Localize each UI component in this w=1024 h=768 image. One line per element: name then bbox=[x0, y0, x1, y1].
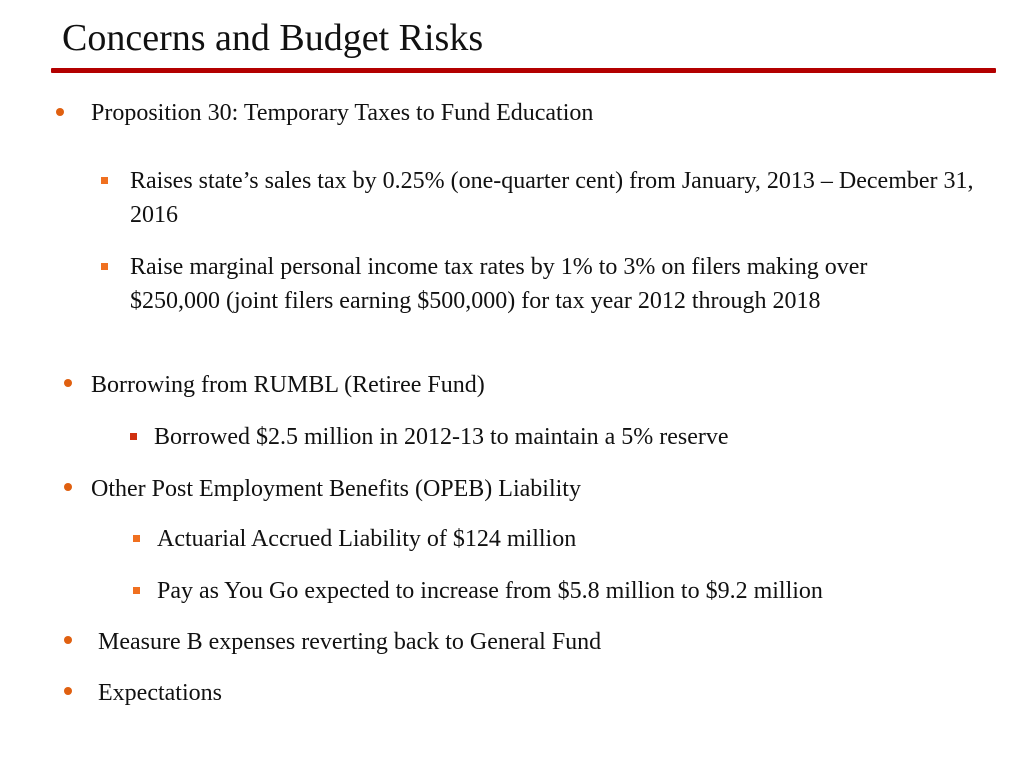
sub-bullet-item bbox=[154, 420, 1014, 454]
bullet-dot-icon bbox=[56, 108, 64, 116]
bullet-text: Raises state’s sales tax by 0.25% (one-quarter cent) from January, 2013 – December 31, 2016 bbox=[130, 168, 974, 228]
bullet-dot-icon bbox=[64, 379, 72, 387]
bullet-text: Actuarial Accrued Liability of $124 million bbox=[157, 526, 577, 552]
bullet-text: Other Post Employment Benefits (OPEB) Liability bbox=[91, 476, 581, 502]
bullet-text: Expectations bbox=[98, 680, 222, 706]
bullet-text: Raise marginal personal income tax rates by 1% to 3% on filers making over $250,000 (joint filers earning $500,000) for tax year 2012 through 2018 bbox=[130, 254, 868, 314]
bullet-dot-icon bbox=[64, 636, 72, 644]
bullet-item bbox=[91, 96, 971, 130]
square-bullet-icon bbox=[101, 177, 108, 184]
bullet-text: Measure B expenses reverting back to General Fund bbox=[98, 629, 602, 655]
square-bullet-icon bbox=[133, 535, 140, 542]
square-bullet-icon bbox=[130, 433, 137, 440]
title-underline bbox=[51, 68, 996, 73]
bullet-text: Proposition 30: Temporary Taxes to Fund Education bbox=[91, 100, 594, 126]
sub-bullet-item bbox=[157, 522, 1017, 556]
sub-bullet-item bbox=[130, 164, 990, 232]
bullet-item bbox=[98, 676, 978, 710]
bullet-text: Borrowing from RUMBL (Retiree Fund) bbox=[91, 372, 485, 398]
bullet-dot-icon bbox=[64, 687, 72, 695]
bullet-item bbox=[91, 368, 971, 402]
slide-title: Concerns and Budget Risks bbox=[62, 17, 484, 59]
bullet-dot-icon bbox=[64, 483, 72, 491]
bullet-text: Borrowed $2.5 million in 2012-13 to maintain a 5% reserve bbox=[154, 424, 729, 450]
square-bullet-icon bbox=[101, 263, 108, 270]
square-bullet-icon bbox=[133, 587, 140, 594]
bullet-item bbox=[91, 472, 971, 506]
bullet-text: Pay as You Go expected to increase from $5.8 million to $9.2 million bbox=[157, 578, 823, 604]
bullet-item bbox=[98, 625, 978, 659]
sub-bullet-item bbox=[130, 250, 960, 318]
sub-bullet-item bbox=[157, 574, 1017, 608]
